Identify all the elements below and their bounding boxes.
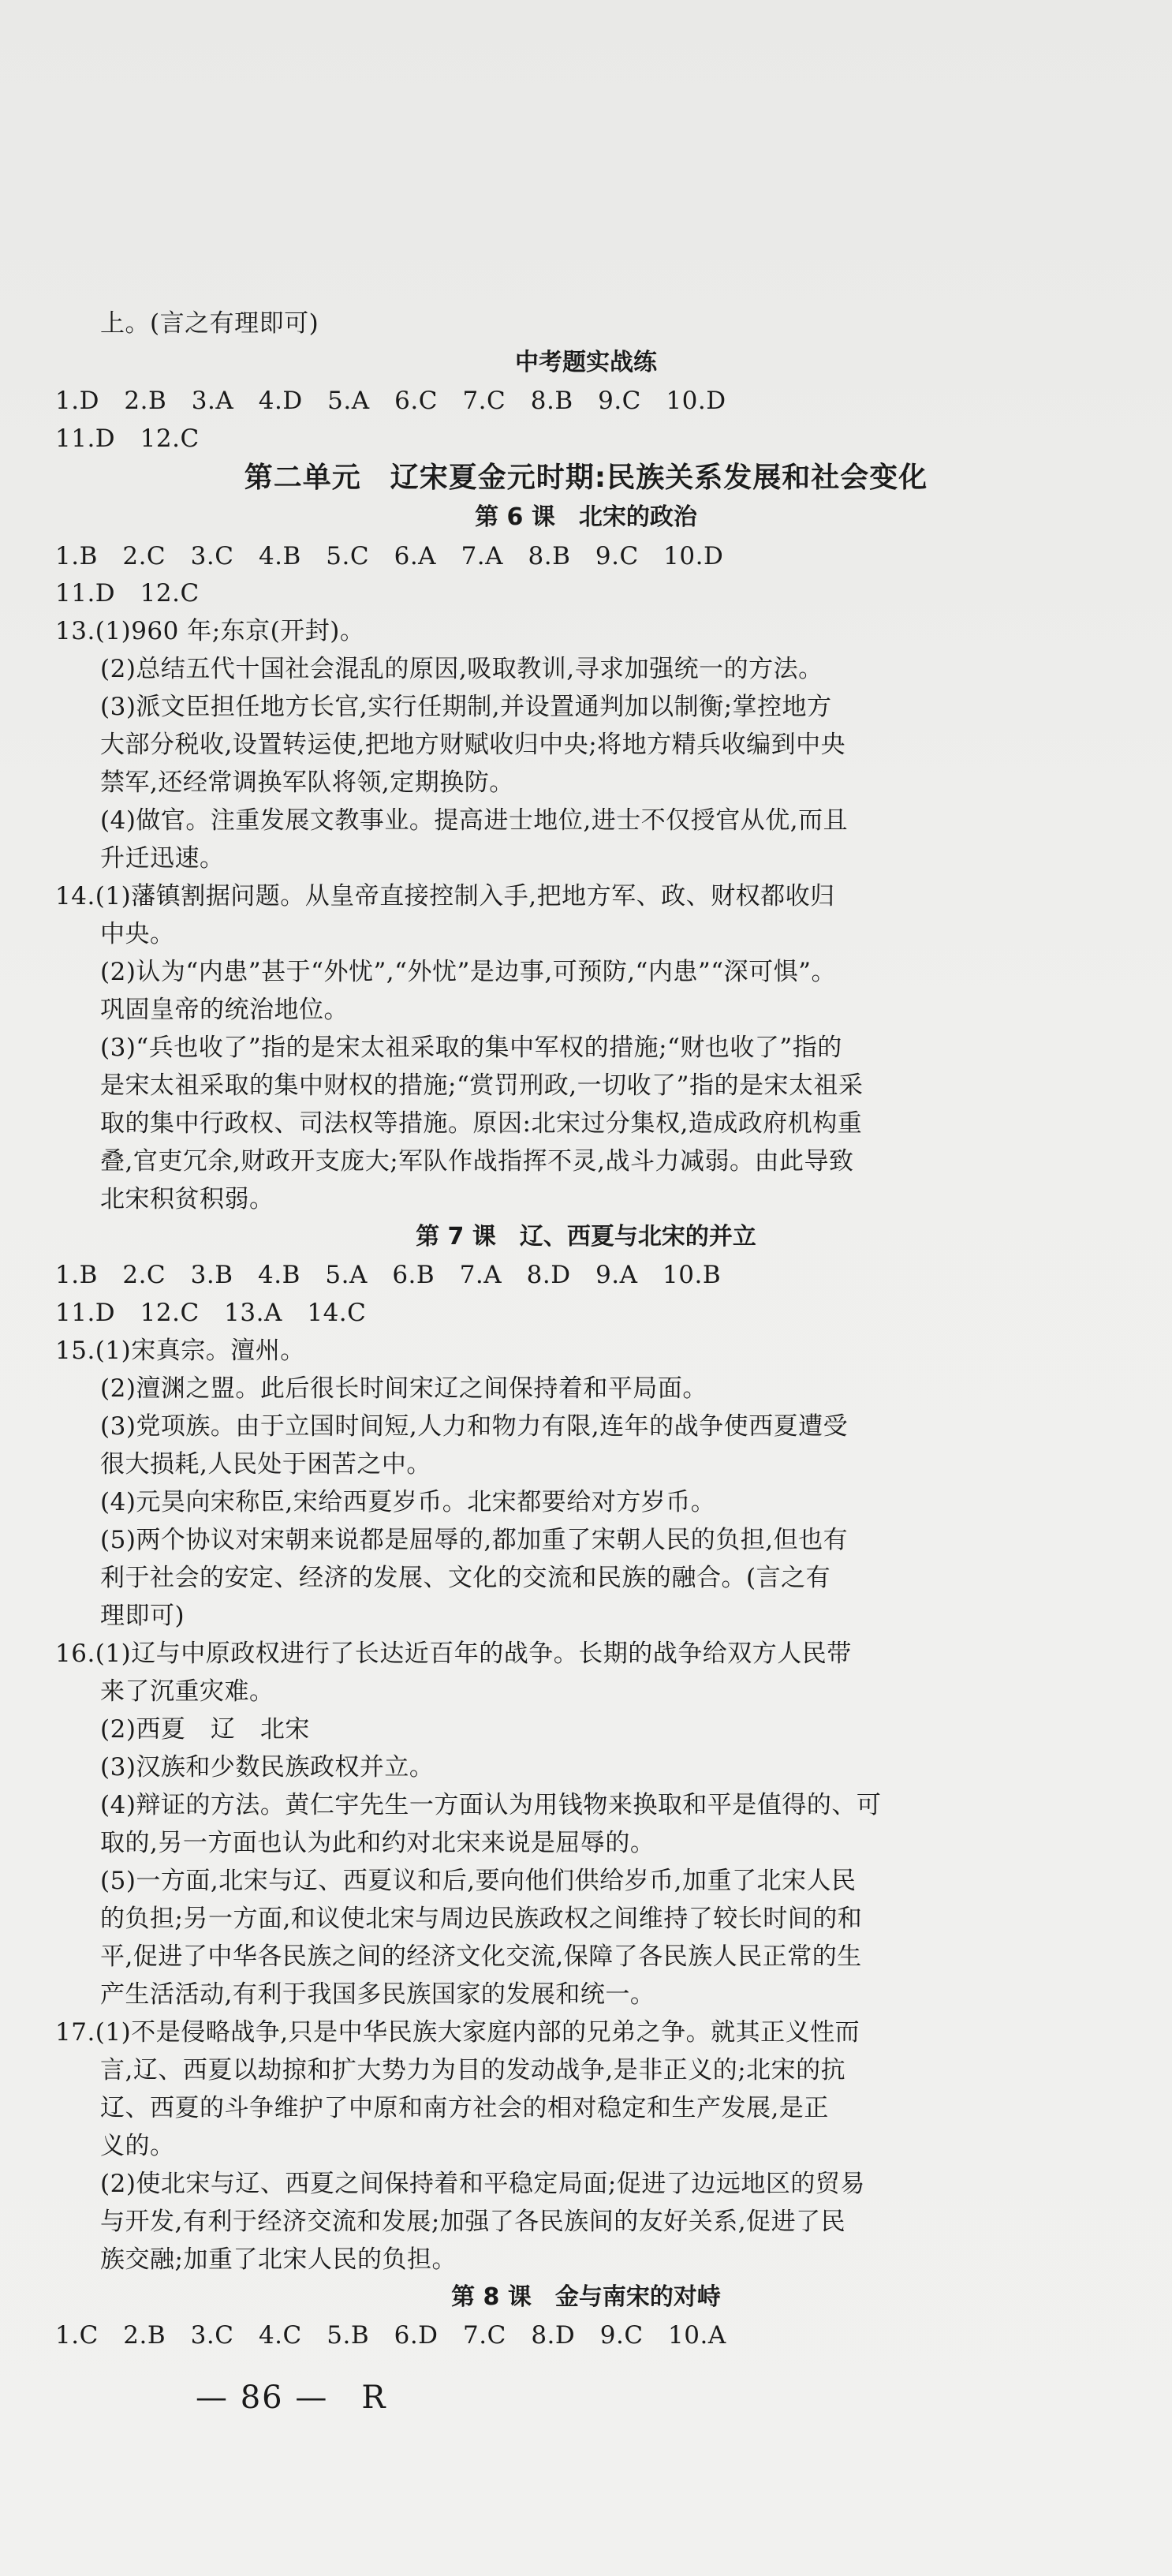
answer-line: 11.D 12.C 13.A 14.C	[55, 1299, 367, 1327]
heading-lesson-6: 第 6 课 北宋的政治	[475, 503, 697, 531]
text-line: 取的,另一方面也认为此和约对北宋来说是屈辱的。	[100, 1829, 655, 1857]
text-line: 利于社会的安定、经济的发展、文化的交流和民族的融合。(言之有	[100, 1564, 831, 1592]
text-line: (2)认为“内患”甚于“外忧”,“外忧”是边事,可预防,“内患”“深可惧”。	[100, 958, 836, 986]
text-line: (2)总结五代十国社会混乱的原因,吸取教训,寻求加强统一的方法。	[100, 655, 823, 683]
text-line: 平,促进了中华各民族之间的经济文化交流,保障了各民族人民正常的生	[100, 1942, 862, 1971]
text-line: 巩固皇帝的统治地位。	[100, 996, 349, 1024]
text-line: 上。(言之有理即可)	[100, 309, 319, 338]
page-number: — 86 — R	[196, 2380, 387, 2416]
text-line: (3)党项族。由于立国时间短,人力和物力有限,连年的战争使西夏遭受	[100, 1412, 849, 1441]
heading-unit: 第二单元 辽宋夏金元时期:民族关系发展和社会变化	[244, 462, 928, 494]
answer-line: 11.D 12.C	[55, 579, 200, 608]
text-line: (5)两个协议对宋朝来说都是屈辱的,都加重了宋朝人民的负担,但也有	[100, 1526, 849, 1554]
text-line: 产生活活动,有利于我国多民族国家的发展和统一。	[100, 1980, 655, 2009]
question-16: 16.(1)辽与中原政权进行了长达近百年的战争。长期的战争给双方人民带	[55, 1639, 852, 1668]
text-line: (3)汉族和少数民族政权并立。	[100, 1753, 435, 1782]
text-line: 理即可)	[100, 1602, 185, 1630]
text-line: 升迁迅速。	[100, 844, 225, 873]
question-15: 15.(1)宋真宗。澶州。	[55, 1337, 305, 1365]
text-line: 辽、西夏的斗争维护了中原和南方社会的相对稳定和生产发展,是正	[100, 2094, 829, 2122]
answer-line: 11.D 12.C	[55, 424, 200, 453]
text-line: (4)辩证的方法。黄仁宇先生一方面认为用钱物来换取和平是值得的、可	[100, 1791, 882, 1819]
answer-line: 1.B 2.C 3.B 4.B 5.A 6.B 7.A 8.D 9.A 10.B	[55, 1261, 722, 1289]
text-line: (4)元昊向宋称臣,宋给西夏岁币。北宋都要给对方岁币。	[100, 1488, 716, 1516]
text-line: (2)使北宋与辽、西夏之间保持着和平稳定局面;促进了边远地区的贸易	[100, 2170, 865, 2198]
text-line: 取的集中行政权、司法权等措施。原因:北宋过分集权,造成政府机构重	[100, 1109, 863, 1138]
question-13: 13.(1)960 年;东京(开封)。	[55, 617, 365, 645]
text-line: (2)西夏 辽 北宋	[100, 1715, 310, 1744]
text-line: 很大损耗,人民处于困苦之中。	[100, 1450, 431, 1479]
text-line: (5)一方面,北宋与辽、西夏议和后,要向他们供给岁币,加重了北宋人民	[100, 1867, 857, 1895]
answer-line: 1.C 2.B 3.C 4.C 5.B 6.D 7.C 8.D 9.C 10.A	[55, 2321, 726, 2350]
text-line: 与开发,有利于经济交流和发展;加强了各民族间的友好关系,促进了民	[100, 2208, 846, 2236]
heading-practice: 中考题实战练	[515, 349, 657, 376]
text-line: (2)澶渊之盟。此后很长时间宋辽之间保持着和平局面。	[100, 1374, 707, 1403]
text-line: (3)“兵也收了”指的是宋太祖采取的集中军权的措施;“财也收了”指的	[100, 1034, 842, 1062]
text-line: 禁军,还经常调换军队将领,定期换防。	[100, 768, 514, 797]
text-line: 叠,官吏冗余,财政开支庞大;军队作战指挥不灵,战斗力减弱。由此导致	[100, 1147, 854, 1176]
text-line: (3)派文臣担任地方长官,实行任期制,并设置通判加以制衡;掌控地方	[100, 693, 832, 721]
text-line: (4)做官。注重发展文教事业。提高进士地位,进士不仅授官从优,而且	[100, 806, 849, 835]
heading-lesson-7: 第 7 课 辽、西夏与北宋的并立	[416, 1223, 756, 1251]
answer-line: 1.D 2.B 3.A 4.D 5.A 6.C 7.C 8.B 9.C 10.D	[55, 387, 726, 415]
text-line: 的负担;另一方面,和议使北宋与周边民族政权之间维持了较长时间的和	[100, 1905, 863, 1933]
question-14: 14.(1)藩镇割据问题。从皇帝直接控制入手,把地方军、政、财权都收归	[55, 882, 835, 910]
text-line: 北宋积贫积弱。	[100, 1185, 274, 1213]
text-line: 来了沉重灾难。	[100, 1677, 274, 1706]
text-line: 义的。	[100, 2132, 175, 2160]
answer-line: 1.B 2.C 3.C 4.B 5.C 6.A 7.A 8.B 9.C 10.D	[55, 542, 724, 570]
text-line: 大部分税收,设置转运使,把地方财赋收归中央;将地方精兵收编到中央	[100, 731, 846, 759]
text-line: 是宋太祖采取的集中财权的措施;“赏罚刑政,一切收了”指的是宋太祖采	[100, 1071, 864, 1100]
heading-lesson-8: 第 8 课 金与南宋的对峙	[451, 2283, 721, 2311]
text-line: 中央。	[100, 920, 175, 948]
question-17: 17.(1)不是侵略战争,只是中华民族大家庭内部的兄弟之争。就其正义性而	[55, 2018, 860, 2047]
text-line: 言,辽、西夏以劫掠和扩大势力为目的发动战争,是非正义的;北宋的抗	[100, 2056, 846, 2084]
text-line: 族交融;加重了北宋人民的负担。	[100, 2245, 457, 2274]
